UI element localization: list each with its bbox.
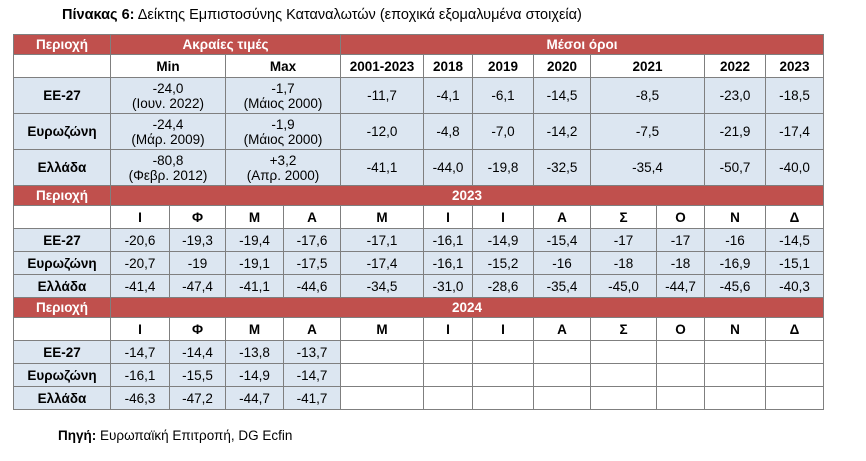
month-header: Ο: [657, 318, 705, 341]
month-header: Α: [284, 318, 341, 341]
monthly-value: -16,1: [111, 364, 170, 387]
monthly-value: -44,7: [226, 387, 284, 410]
max-cell: [226, 78, 341, 114]
month-header: Μ: [341, 206, 424, 229]
monthly-value: -15,2: [473, 252, 534, 275]
monthly-value: -14,9: [226, 364, 284, 387]
month-header: Δ: [766, 318, 824, 341]
monthly-value: -20,7: [111, 252, 170, 275]
monthly-value: -18: [591, 252, 657, 275]
monthly-value: -41,1: [226, 275, 284, 298]
month-header: Ι: [473, 206, 534, 229]
year-header-row: [14, 186, 824, 206]
max-cell: [226, 150, 341, 186]
region-label: ΕΕ-27: [14, 229, 111, 252]
monthly-value: -14,7: [284, 364, 341, 387]
monthly-value: -45,0: [591, 275, 657, 298]
region-header: Περιοχή: [14, 186, 111, 206]
monthly-value: -15,5: [170, 364, 226, 387]
extremes-header: Ακραίες τιμές: [111, 35, 341, 55]
month-header: Μ: [226, 206, 284, 229]
empty-cell: [14, 206, 111, 229]
monthly-value: -46,3: [111, 387, 170, 410]
monthly-value: -18: [657, 252, 705, 275]
average-value: -7,0: [473, 114, 534, 150]
monthly-value: -14,5: [766, 229, 824, 252]
min-date: (Φεβρ. 2012): [128, 167, 208, 183]
min-date: (Ιουν. 2022): [132, 95, 204, 111]
month-header-row: [14, 318, 824, 341]
monthly-value: -17,1: [341, 229, 424, 252]
monthly-value: -16,9: [705, 252, 766, 275]
region-label: ΕΕ-27: [14, 341, 111, 364]
average-value: -23,0: [705, 78, 766, 114]
monthly-value: [657, 341, 705, 364]
average-value: -17,4: [766, 114, 824, 150]
monthly-value: [424, 364, 473, 387]
month-header: Ν: [705, 206, 766, 229]
monthly-value: [473, 364, 534, 387]
monthly-value: -13,7: [284, 341, 341, 364]
monthly-value: -14,9: [473, 229, 534, 252]
month-header: Ν: [705, 318, 766, 341]
year-header: 2024: [111, 298, 824, 318]
monthly-value: -17: [657, 229, 705, 252]
region-label: Ευρωζώνη: [14, 252, 111, 275]
average-value: -8,5: [591, 78, 705, 114]
period-header: 2018: [424, 55, 473, 78]
average-value: -40,0: [766, 150, 824, 186]
month-header: Ι: [111, 318, 170, 341]
monthly-value: -19,4: [226, 229, 284, 252]
period-header: 2001-2023: [341, 55, 424, 78]
table-row: [14, 229, 824, 252]
monthly-value: -19,1: [226, 252, 284, 275]
monthly-value: [657, 387, 705, 410]
table-row: [14, 364, 824, 387]
monthly-value: -17: [591, 229, 657, 252]
month-header: Ι: [111, 206, 170, 229]
monthly-value: -16: [534, 252, 591, 275]
monthly-value: -15,4: [534, 229, 591, 252]
monthly-value: [341, 387, 424, 410]
period-header: 2019: [473, 55, 534, 78]
region-label: Ελλάδα: [14, 150, 111, 186]
consumer-confidence-table: [13, 34, 824, 410]
empty-cell: [14, 55, 111, 78]
empty-cell: [14, 318, 111, 341]
table-caption: [62, 7, 582, 23]
monthly-value: -35,4: [534, 275, 591, 298]
average-value: -11,7: [341, 78, 424, 114]
monthly-value: -16,1: [424, 252, 473, 275]
monthly-value: [591, 364, 657, 387]
month-header: Μ: [226, 318, 284, 341]
monthly-value: [766, 387, 824, 410]
monthly-value: -41,4: [111, 275, 170, 298]
monthly-value: -31,0: [424, 275, 473, 298]
year-header-row: [14, 298, 824, 318]
monthly-value: -16: [705, 229, 766, 252]
monthly-value: [424, 341, 473, 364]
table-row: [14, 78, 824, 114]
min-value: -24,4: [152, 116, 184, 132]
monthly-value: [705, 341, 766, 364]
min-cell: [111, 150, 226, 186]
monthly-value: -19: [170, 252, 226, 275]
region-label: Ελλάδα: [14, 387, 111, 410]
monthly-value: -16,1: [424, 229, 473, 252]
max-value: -1,9: [271, 116, 295, 132]
table-row: [14, 387, 824, 410]
min-value: -80,8: [152, 152, 184, 168]
monthly-value: -44,6: [284, 275, 341, 298]
monthly-value: -13,8: [226, 341, 284, 364]
region-label: Ελλάδα: [14, 275, 111, 298]
period-header: 2022: [705, 55, 766, 78]
month-header: Δ: [766, 206, 824, 229]
average-value: -44,0: [424, 150, 473, 186]
monthly-value: -28,6: [473, 275, 534, 298]
period-header: 2020: [534, 55, 591, 78]
max-cell: [226, 114, 341, 150]
max-value: +3,2: [269, 152, 297, 168]
min-value: -24,0: [152, 80, 184, 96]
table-row: [14, 114, 824, 150]
monthly-value: -17,6: [284, 229, 341, 252]
monthly-value: [705, 364, 766, 387]
average-value: -14,2: [534, 114, 591, 150]
month-header: Α: [534, 318, 591, 341]
month-header: Φ: [170, 318, 226, 341]
region-label: Ευρωζώνη: [14, 114, 111, 150]
monthly-value: [473, 387, 534, 410]
monthly-value: -17,4: [341, 252, 424, 275]
period-header: 2023: [766, 55, 824, 78]
monthly-value: -41,7: [284, 387, 341, 410]
month-header: Ι: [424, 206, 473, 229]
average-value: -35,4: [591, 150, 705, 186]
average-value: -19,8: [473, 150, 534, 186]
average-value: -50,7: [705, 150, 766, 186]
monthly-value: -14,4: [170, 341, 226, 364]
max-date: (Μάιος 2000): [243, 95, 323, 111]
average-value: -14,5: [534, 78, 591, 114]
caption-text: Δείκτης Εμπιστοσύνης Καταναλωτών (εποχικά εξομαλυμένα στοιχεία): [137, 7, 582, 23]
table-row: [14, 341, 824, 364]
caption-label: Πίνακας 6:: [62, 7, 135, 23]
min-header: Min: [111, 55, 226, 78]
month-header: Ο: [657, 206, 705, 229]
monthly-value: -34,5: [341, 275, 424, 298]
average-value: -4,1: [424, 78, 473, 114]
monthly-value: -44,7: [657, 275, 705, 298]
source-text: Ευρωπαϊκή Επιτροπή, DG Ecfin: [100, 428, 293, 443]
month-header: Σ: [591, 318, 657, 341]
average-value: -6,1: [473, 78, 534, 114]
region-label: ΕΕ-27: [14, 78, 111, 114]
monthly-value: [766, 364, 824, 387]
month-header: Ι: [424, 318, 473, 341]
monthly-value: [534, 341, 591, 364]
monthly-value: [657, 364, 705, 387]
table-row: [14, 150, 824, 186]
average-value: -18,5: [766, 78, 824, 114]
monthly-value: -45,6: [705, 275, 766, 298]
month-header: Φ: [170, 206, 226, 229]
min-date: (Μάρ. 2009): [131, 131, 205, 147]
monthly-value: [473, 341, 534, 364]
monthly-value: -15,1: [766, 252, 824, 275]
source-label: Πηγή:: [58, 428, 97, 443]
max-date: (Απρ. 2000): [246, 167, 320, 183]
min-cell: [111, 78, 226, 114]
year-header: 2023: [111, 186, 824, 206]
min-cell: [111, 114, 226, 150]
average-value: -32,5: [534, 150, 591, 186]
monthly-value: -19,3: [170, 229, 226, 252]
monthly-value: -17,5: [284, 252, 341, 275]
monthly-value: -20,6: [111, 229, 170, 252]
max-value: -1,7: [271, 80, 295, 96]
max-date: (Μάιος 2000): [243, 131, 323, 147]
region-header: Περιοχή: [14, 298, 111, 318]
region-header: Περιοχή: [14, 35, 111, 55]
monthly-value: [341, 341, 424, 364]
monthly-value: [341, 364, 424, 387]
monthly-value: [591, 341, 657, 364]
monthly-value: [424, 387, 473, 410]
month-header: Ι: [473, 318, 534, 341]
month-header: Α: [534, 206, 591, 229]
month-header: Σ: [591, 206, 657, 229]
month-header: Μ: [341, 318, 424, 341]
average-value: -41,1: [341, 150, 424, 186]
period-header: 2021: [591, 55, 705, 78]
average-value: -4,8: [424, 114, 473, 150]
month-header-row: [14, 206, 824, 229]
monthly-value: [766, 341, 824, 364]
monthly-value: -40,3: [766, 275, 824, 298]
region-label: Ευρωζώνη: [14, 364, 111, 387]
monthly-value: -14,7: [111, 341, 170, 364]
monthly-value: [705, 387, 766, 410]
average-value: -12,0: [341, 114, 424, 150]
table-row: [14, 252, 824, 275]
table-row: [14, 275, 824, 298]
monthly-value: [534, 387, 591, 410]
averages-header: Μέσοι όροι: [341, 35, 824, 55]
monthly-value: [591, 387, 657, 410]
source-note: [58, 428, 292, 443]
monthly-value: -47,2: [170, 387, 226, 410]
max-header: Max: [226, 55, 341, 78]
average-value: -21,9: [705, 114, 766, 150]
average-value: -7,5: [591, 114, 705, 150]
monthly-value: [534, 364, 591, 387]
monthly-value: -47,4: [170, 275, 226, 298]
month-header: Α: [284, 206, 341, 229]
